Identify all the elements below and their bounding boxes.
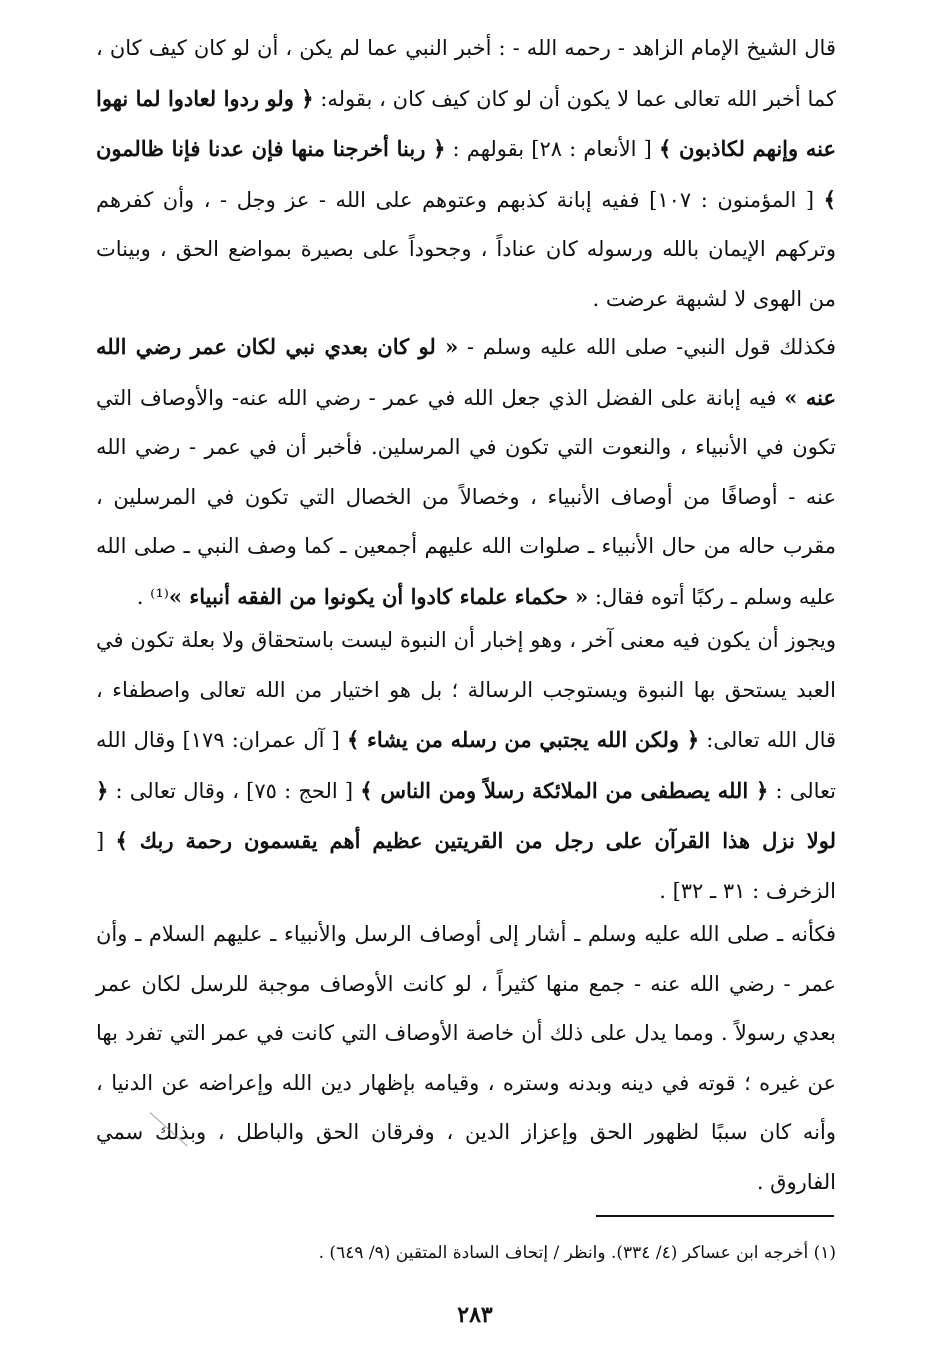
paragraph-text — [96, 616, 836, 916]
footnote-reference: ⁽¹⁾ . — [136, 584, 169, 609]
paragraph-3 — [96, 616, 836, 916]
footnote: (١) أخرجه ابن عساكر (٤/ ٣٣٤). وانظر / إتحاف السادة المتقين (٩/ ٦٤٩) . — [318, 1243, 836, 1263]
paragraph-2 — [96, 322, 836, 622]
paragraph-text — [96, 322, 836, 622]
paragraph-segment: فكأنه ـ صلى الله عليه وسلم ـ أشار إلى أوصاف الرسل والأنبياء ـ عليهم السلام ـ وأن عمر - رضي الله عنه - جمع منها كثيراً ، لو كانت الأوصاف موجبة للرسل لكان عمر بعدي رسولاً . ومما يدل على ذلك أن خاصة الأوصاف التي كانت في عمر التي تفرد بها عن غيره ؛ قوته في دينه وبدنه وستره ، وقيامه بإظهار دين الله وإعراضه عن الدنيا ، وأنه كان سببًا لظهور الحق وإعزاز الدين ، وفرقان الحق والباطل ، وبذلك سمي الفاروق . — [96, 922, 836, 1194]
paragraph-segment: فكذلك قول النبي- صلى الله عليه وسلم - — [458, 335, 836, 359]
page-number: ٢٨٣ — [457, 1302, 493, 1328]
quran-verse: ﴿ ولو ردوا لعادوا لما نهوا عنه وإنهم لكاذبون ﴾ — [96, 85, 837, 161]
quran-verse: ﴿ لولا نزل هذا القرآن على رجل من القريتين عظيم أهم يقسمون رحمة ربك ﴾ — [96, 777, 836, 853]
paragraph-4 — [96, 910, 836, 1207]
paragraph-segment: [ المؤمنون : ١٠٧] ففيه إبانة كذبهم وعتوهم على الله - عز وجل - ، وأن كفرهم وتركهم الإيمان بالله ورسوله كان عناداً ، وجحوداً على بصيرة بمواضع الحق ، وبينات من الهوى لا لشبهة عرضت . — [96, 187, 836, 311]
paragraph-1 — [96, 24, 836, 324]
paragraph-segment: [ الأنعام : ٢٨] بقولهم : — [445, 137, 659, 161]
quran-verse: ﴿ ربنا أخرجنا منها فإن عدنا فإنا ظالمون ﴾ — [96, 136, 836, 212]
quran-verse: ﴿ ولكن الله يجتبي من رسله من يشاء ﴾ — [346, 727, 700, 752]
paragraph-segment: [ الحج : ٧٥] ، وقال تعالى : — [108, 778, 361, 803]
hadith-quote: « لو كان بعدي نبي لكان عمر رضي الله عنه » — [96, 334, 836, 410]
paragraph-text — [96, 24, 836, 324]
paragraph-segment: قال الشيخ الإمام الزاهد - رحمه الله - : أخبر النبي عما لم يكن ، أن لو كان كيف كان ، كما أخبر الله تعالى عما لا يكون أن لو كان كيف كان ، بقوله: — [96, 36, 836, 111]
paragraph-segment: فيه إبانة على الفضل الذي جعل الله في عمر - رضي الله عنه- والأوصاف التي تكون في الأنبياء ، والنعوت التي تكون في المرسلين. فأخبر أن في عمر - رضي الله عنه - أوصافًا من أوصاف الأنبياء ، وخصالاً من الخصال التي تكون في المرسلين ، مقرب حاله من حال الأنبياء ـ صلوات الله عليهم أجمعين ـ كما وصف النبي ـ صلى الله عليه وسلم ـ ركبًا أتوه فقال: — [96, 385, 836, 609]
hadith-quote: « حكماء علماء كادوا أن يكونوا من الفقه أنبياء » — [168, 583, 589, 609]
paragraph-segment: ويجوز أن يكون فيه معنى آخر ، وهو إخبار أن النبوة ليست باستحقاق ولا بعلة تكون في العبد يستحق بها النبوة ويستوجب الرسالة ؛ بل هو اختيار من الله تعالى واصطفاء ، قال الله تعالى: — [96, 628, 837, 752]
quran-verse: ﴿ الله يصطفى من الملائكة رسلاً ومن الناس ﴾ — [360, 777, 769, 803]
paragraph-segment: [ آل عمران: ١٧٩] وقال الله تعالى : — [96, 728, 836, 803]
paragraph-text — [96, 910, 836, 1207]
paragraph-segment: [ الزخرف : ٣١ ـ ٣٢] . — [96, 829, 836, 903]
footnote-divider — [596, 1215, 834, 1217]
